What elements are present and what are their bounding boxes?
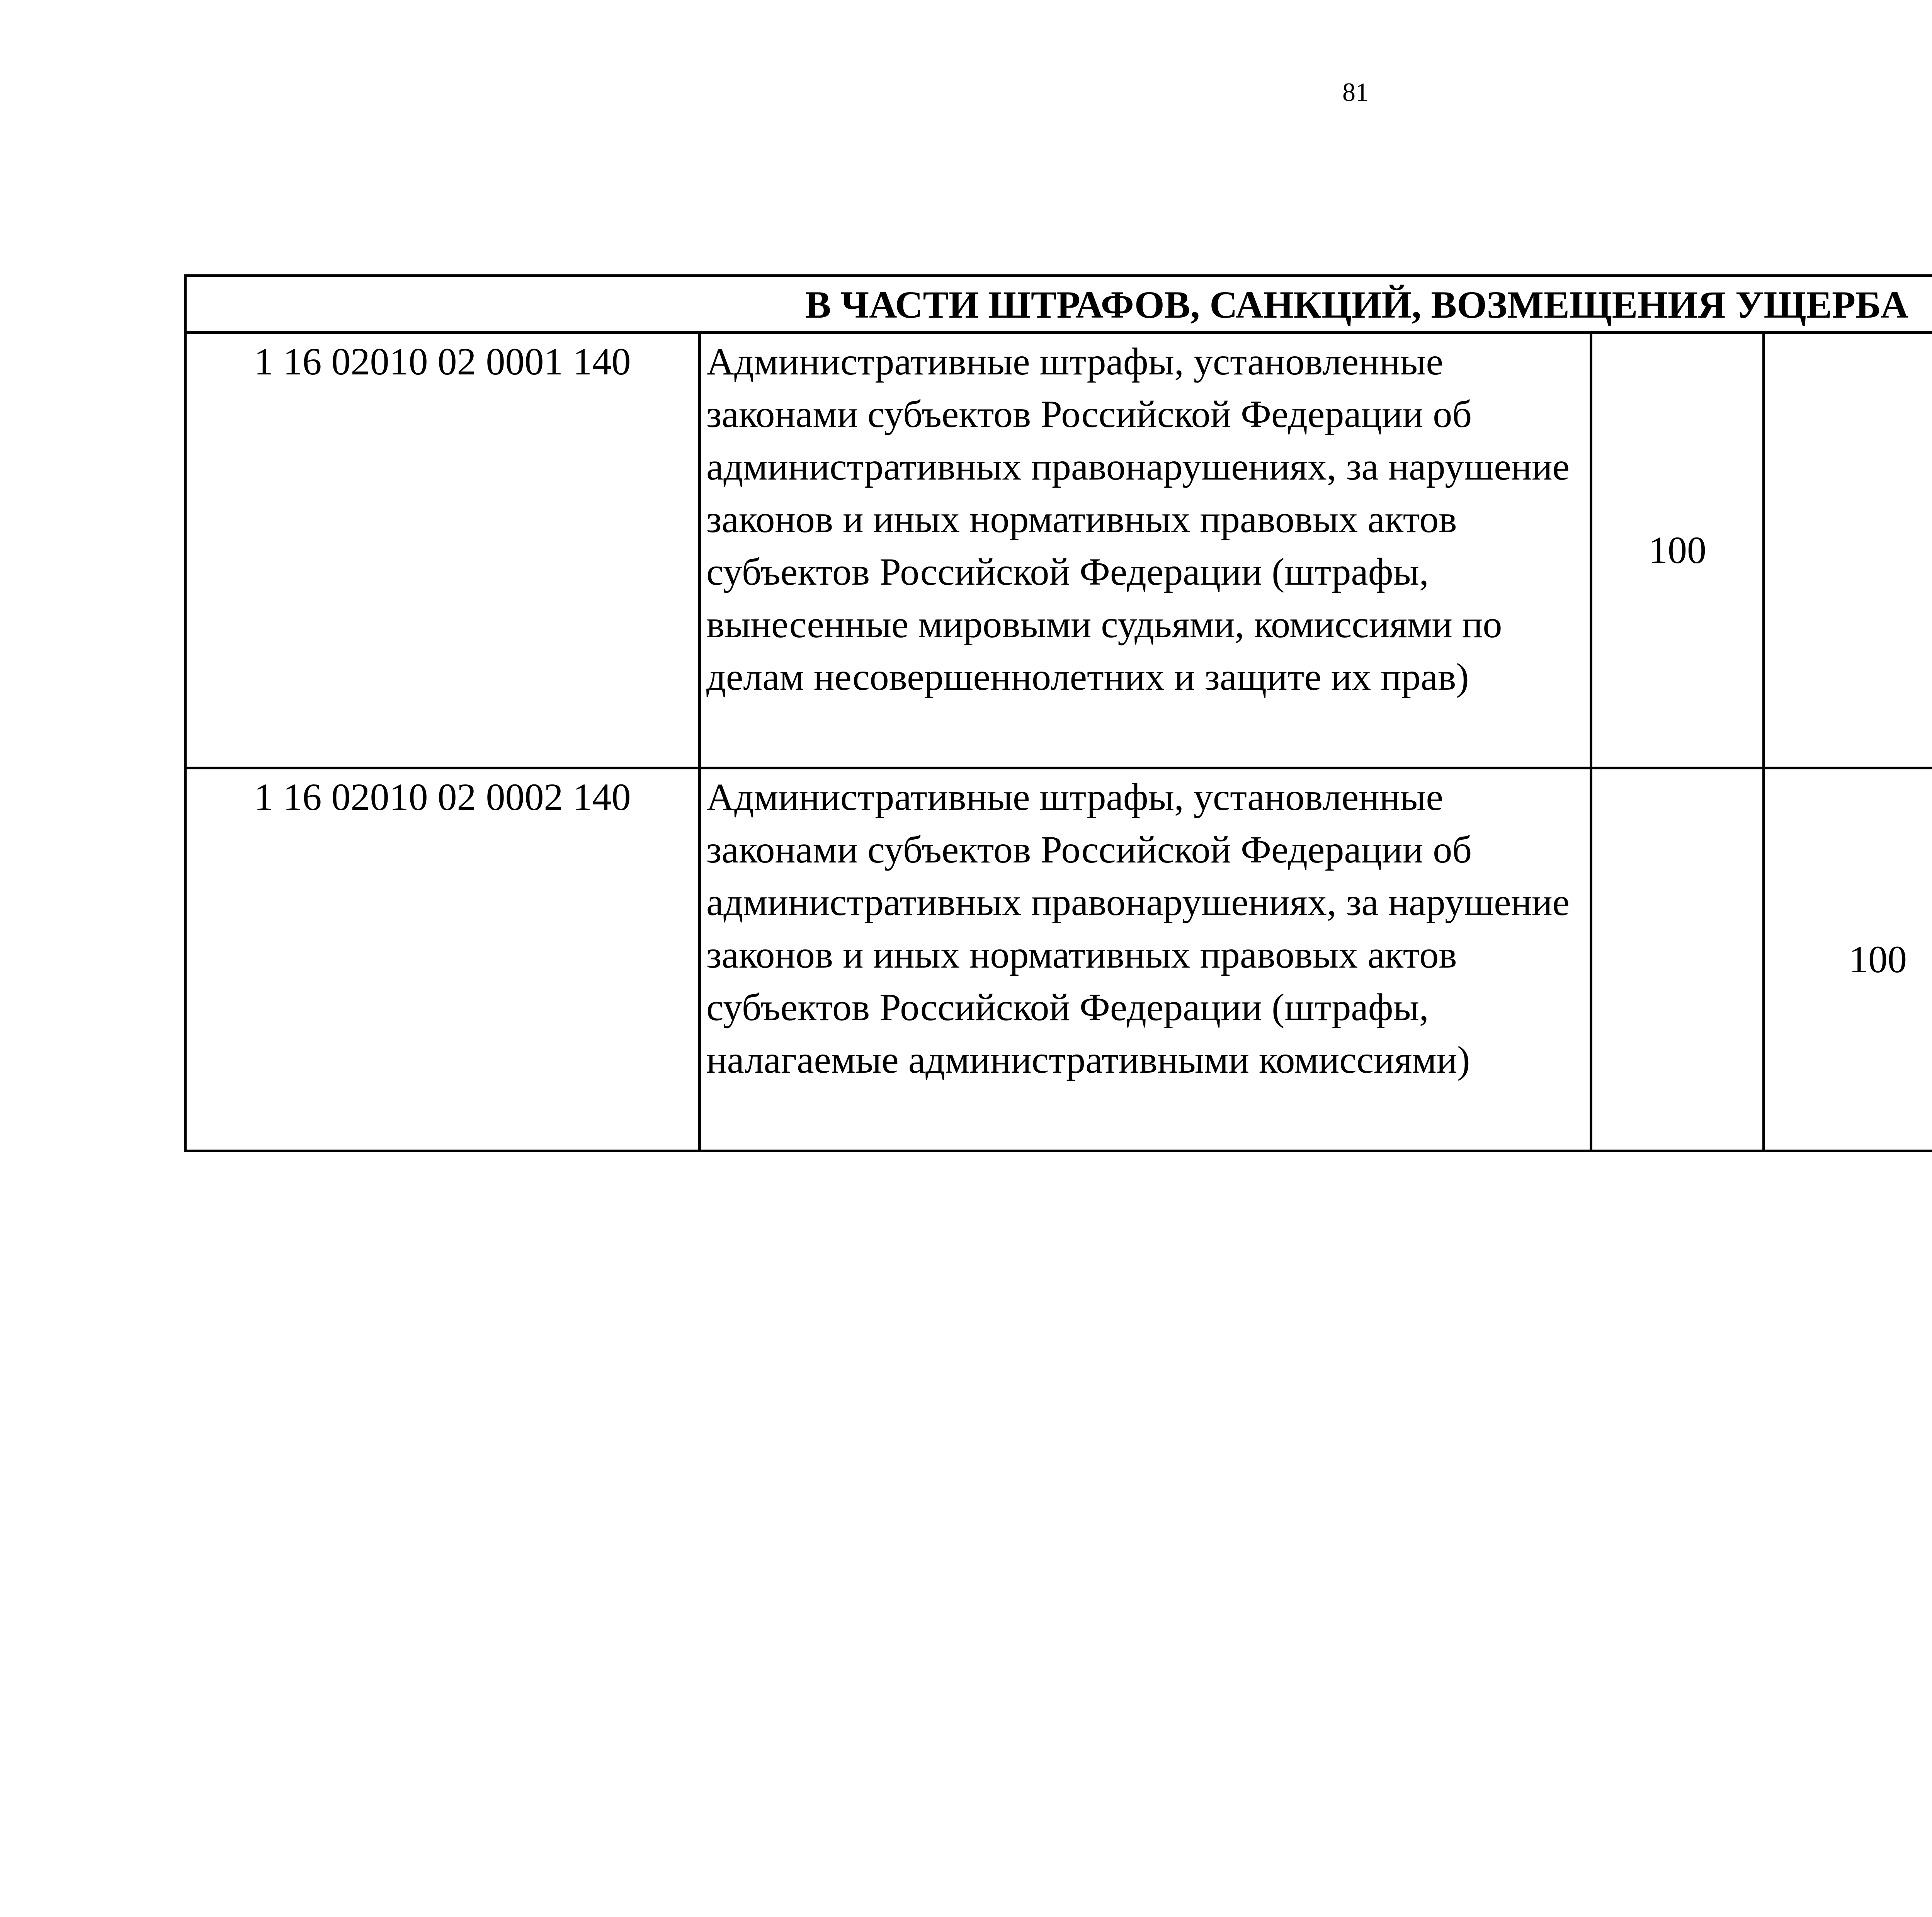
income-name-cell: Административные штрафы, установленные законами субъектов Российской Федерации об административных правонарушениях, за нарушение законов и иных нормативных правовых актов субъектов Российской Федерации (штрафы, вынесенные мировыми судьями, комиссиями по делам несовершеннолетних и защите их прав)	[700, 333, 1591, 768]
income-name-cell: Административные штрафы, установленные законами субъектов Российской Федерации об административных правонарушениях, за нарушение законов и иных нормативных правовых актов субъектов Российской Федерации (штрафы, налагаемые административными комиссиями)	[700, 768, 1591, 1151]
section-title: В ЧАСТИ ШТРАФОВ, САНКЦИЙ, ВОЗМЕЩЕНИЯ УЩЕРБА	[185, 276, 1932, 333]
budget-table	[184, 274, 1932, 1152]
value-cell-1	[1591, 768, 1764, 1151]
value-cell-2	[1764, 333, 1932, 768]
table-row	[185, 768, 1932, 1151]
table-row	[185, 333, 1932, 768]
value-cell-1: 100	[1591, 333, 1764, 768]
budget-code-cell: 1 16 02010 02 0001 140	[185, 333, 700, 768]
budget-code-cell: 1 16 02010 02 0002 140	[185, 768, 700, 1151]
value-cell-2: 100	[1764, 768, 1932, 1151]
page-number: 81	[1342, 77, 1369, 107]
section-header-row	[185, 276, 1932, 333]
